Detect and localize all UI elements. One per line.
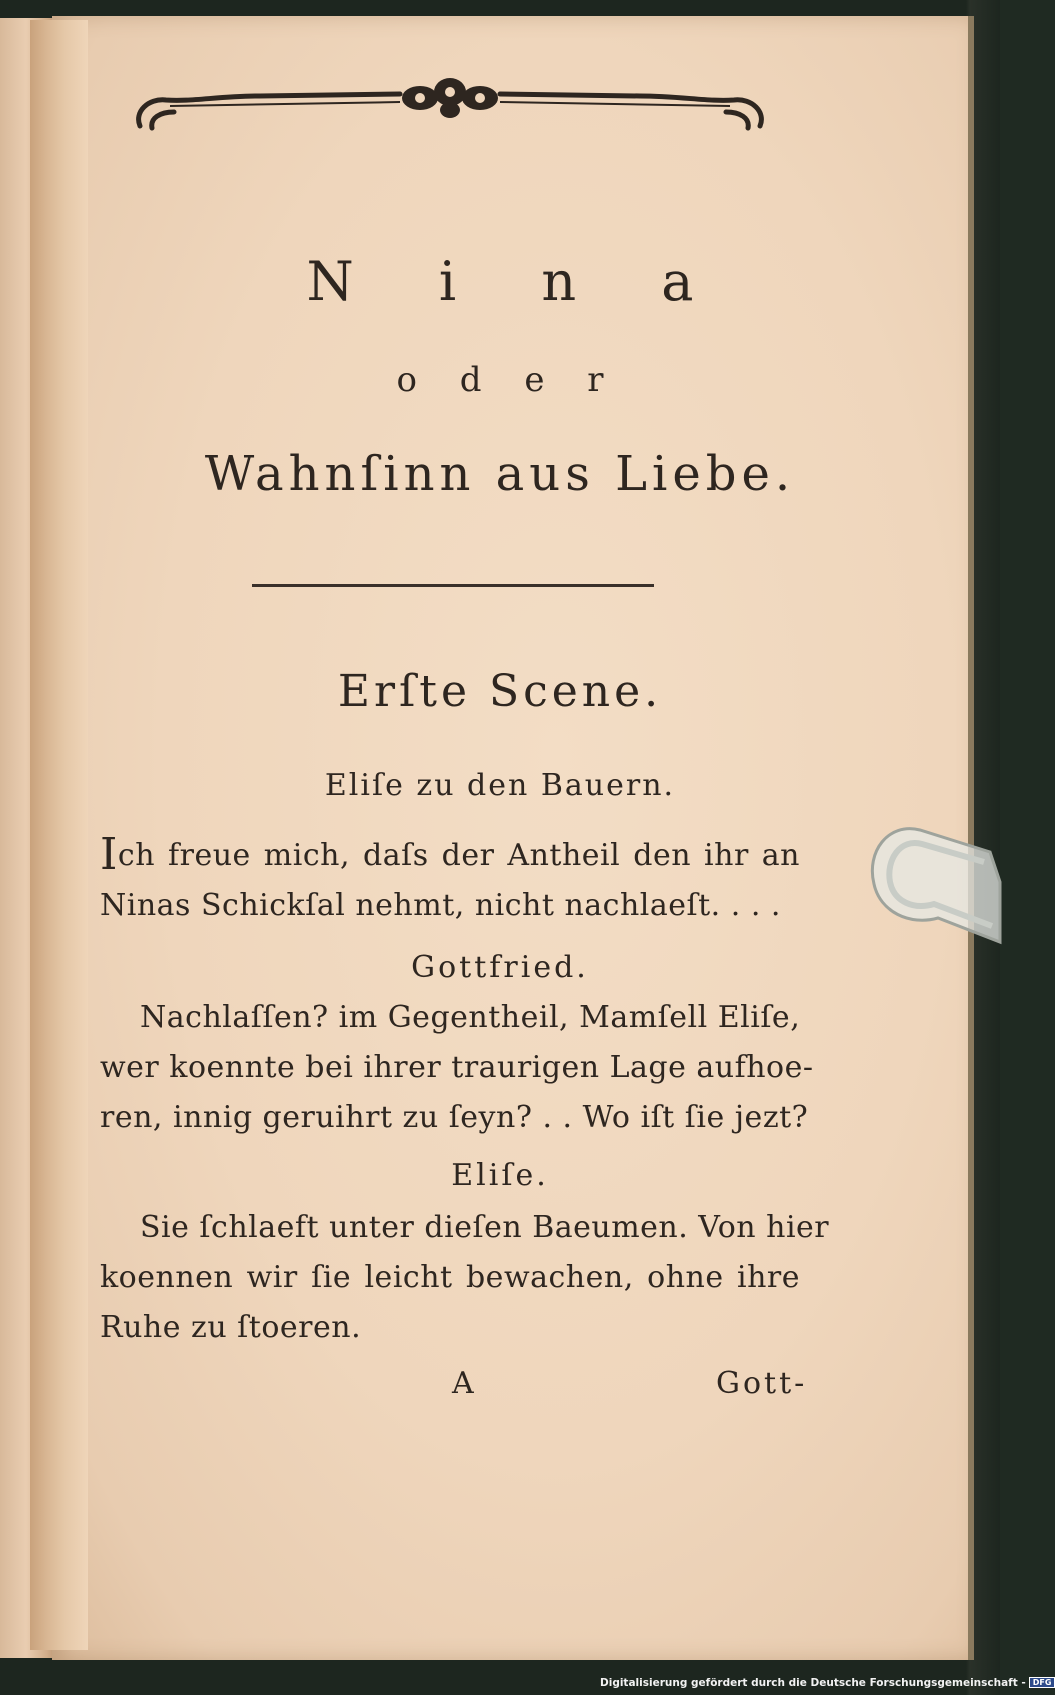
play-title: N i n a [306,250,728,313]
catchword: Gott- [716,1366,808,1401]
text-line-1-rest: ch freue mich, daſs der Antheil den ihr an [117,838,800,873]
text-line-7: koennen wir ſie leicht bewachen, ohne ihre [100,1260,800,1295]
digitization-credit [600,1677,1052,1693]
title-conjunction: o d e r [396,360,620,400]
dfg-logo: DFG [1029,1677,1055,1688]
headpiece-ornament [130,72,770,152]
drop-capital: I [100,829,118,880]
text-line-8: Ruhe zu ſtoeren. [100,1310,362,1345]
page-clip-icon [860,822,1010,992]
play-subtitle: Wahnſinn aus Liebe. [204,446,796,502]
signature-mark: A [452,1366,474,1401]
speaker-elise: Eliſe. [451,1158,549,1193]
text-line-2: Ninas Schickſal nehmt, nicht nachlaeſt. . . . [100,888,781,923]
text-line-3: Nachlaſſen? im Gegentheil, Mamſell Eliſe, [140,1000,801,1035]
text-line-1 [100,829,800,880]
scene-heading: Erſte Scene. [337,666,663,717]
text-line-4: wer koennte bei ihrer traurigen Lage aufhoe- [100,1050,814,1085]
text-line-5: ren, innig geruihrt zu ſeyn? . . Wo iſt ſie jezt? [100,1100,809,1135]
text-line-6: Sie ſchlaeft unter dieſen Baeumen. Von hier [140,1210,830,1245]
title-rule [252,584,654,587]
speaker-gottfried: Gottfried. [411,950,589,985]
credit-text: Digitalisierung gefördert durch die Deutsche Forschungsgemeinschaft - [600,1677,1026,1689]
opening-stage-direction: Eliſe zu den Bauern. [324,768,676,803]
